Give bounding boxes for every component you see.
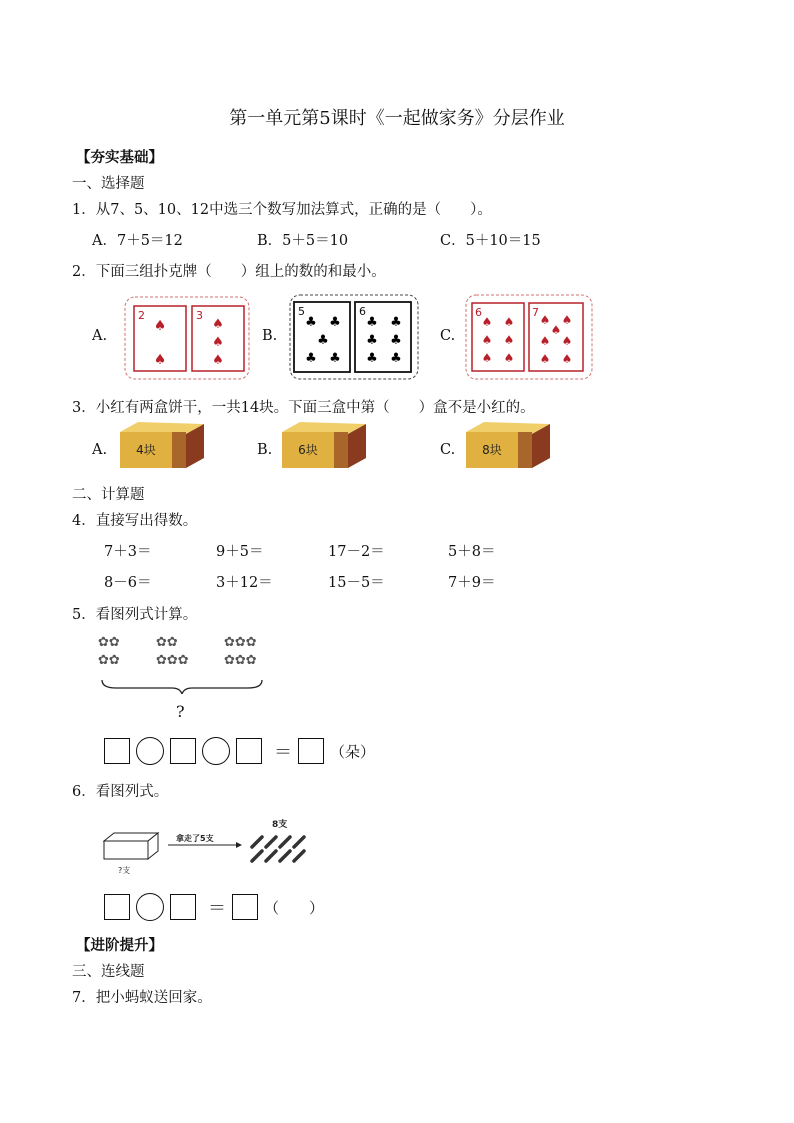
operator-circle[interactable]	[136, 893, 164, 921]
svg-text:♣: ♣	[390, 333, 402, 348]
svg-text:✿✿✿: ✿✿✿	[224, 635, 257, 650]
q3-label-a[interactable]: A.	[92, 442, 108, 458]
card-5-club	[294, 302, 350, 372]
svg-text:♠: ♠	[481, 351, 493, 365]
card-7-spade	[529, 303, 583, 371]
box-count: 4块	[136, 443, 156, 457]
q2-label-a[interactable]: A.	[92, 328, 108, 344]
q3-label-c[interactable]: C.	[440, 442, 456, 458]
card-group-a	[124, 296, 250, 380]
q1-option-c[interactable]: C．5＋10＝15	[440, 233, 541, 249]
operator-circle[interactable]	[136, 737, 164, 765]
q3-stem: 3．小红有两盒饼干，一共14块。下面三盒中第（ ）盒不是小红的。	[72, 400, 535, 416]
cookie-box-a	[116, 420, 206, 472]
answer-box[interactable]	[232, 894, 258, 920]
q5-question-mark: ?	[176, 702, 185, 721]
svg-text:♠: ♠	[561, 352, 573, 366]
svg-text:✿✿: ✿✿	[156, 635, 178, 650]
svg-text:♠: ♠	[153, 318, 167, 334]
q4-r2-2: 3＋12＝	[216, 575, 273, 591]
unit-label: （ ）	[264, 898, 325, 917]
q1-option-b[interactable]: B．5＋5＝10	[257, 233, 349, 249]
svg-text:♣: ♣	[305, 351, 317, 366]
svg-text:♣: ♣	[366, 333, 378, 348]
q1-stem: 1．从7、5、10、12中选三个数写加法算式，正确的是（ ）。	[72, 202, 492, 218]
answer-box[interactable]	[236, 738, 262, 764]
unknown-label: ?支	[118, 866, 131, 875]
q6-equation	[104, 893, 330, 921]
card-group-b	[289, 294, 419, 380]
svg-text:♠: ♠	[212, 317, 224, 332]
svg-text:♣: ♣	[317, 333, 329, 348]
total-label: 8支	[272, 820, 288, 830]
card-rank: 2	[138, 309, 145, 322]
svg-text:♠: ♠	[481, 315, 493, 329]
svg-text:♣: ♣	[329, 351, 341, 366]
page-title: 第一单元第5课时《一起做家务》分层作业	[229, 108, 565, 129]
q2-stem: 2．下面三组扑克牌（ ）组上的数的和最小。	[72, 264, 386, 280]
svg-text:✿✿: ✿✿	[98, 653, 120, 668]
svg-text:♣: ♣	[366, 351, 378, 366]
operator-circle[interactable]	[202, 737, 230, 765]
q5-stem: 5．看图列式计算。	[72, 607, 198, 623]
svg-text:♠: ♠	[212, 353, 224, 368]
taken-label: 拿走了5支	[176, 834, 214, 843]
svg-text:♣: ♣	[390, 351, 402, 366]
box-count: 8块	[482, 443, 502, 457]
answer-box[interactable]	[170, 738, 196, 764]
q7-stem: 7．把小蚂蚁送回家。	[72, 990, 212, 1006]
pencils-illustration	[100, 815, 330, 877]
unit-label: （朵）	[330, 742, 376, 761]
svg-text:♠: ♠	[503, 351, 515, 365]
svg-text:♠: ♠	[561, 334, 573, 348]
cookie-box-b	[278, 420, 368, 472]
q4-r1-3: 17－2＝	[328, 544, 385, 560]
card-3-spade	[192, 306, 244, 371]
svg-text:♠: ♠	[481, 333, 493, 347]
card-group-c	[465, 294, 593, 380]
svg-text:♠: ♠	[503, 333, 515, 347]
answer-box[interactable]	[170, 894, 196, 920]
svg-text:✿✿✿: ✿✿✿	[224, 653, 257, 668]
q4-r2-3: 15－5＝	[328, 575, 385, 591]
part-choice: 一、选择题	[72, 176, 145, 192]
q2-label-c[interactable]: C.	[440, 328, 456, 344]
svg-text:♣: ♣	[390, 315, 402, 330]
svg-text:♣: ♣	[329, 315, 341, 330]
q4-r1-2: 9＋5＝	[216, 544, 264, 560]
card-rank: 6	[475, 306, 482, 319]
svg-text:♣: ♣	[305, 315, 317, 330]
svg-text:♠: ♠	[503, 315, 515, 329]
equals-sign: ＝	[208, 898, 226, 919]
card-rank: 7	[532, 306, 539, 319]
q3-label-b[interactable]: B.	[257, 442, 273, 458]
card-rank: 3	[196, 309, 203, 322]
svg-text:♠: ♠	[539, 334, 551, 348]
box-count: 6块	[298, 443, 318, 457]
q1-option-a[interactable]: A．7＋5＝12	[92, 233, 183, 249]
q2-label-b[interactable]: B.	[262, 328, 278, 344]
svg-text:♠: ♠	[550, 323, 562, 337]
card-rank: 6	[359, 305, 366, 318]
answer-box[interactable]	[104, 738, 130, 764]
card-rank: 5	[298, 305, 305, 318]
answer-box[interactable]	[298, 738, 324, 764]
cookie-box-c	[462, 420, 552, 472]
q4-r2-1: 8－6＝	[104, 575, 152, 591]
svg-text:♣: ♣	[366, 315, 378, 330]
q4-r1-1: 7＋3＝	[104, 544, 152, 560]
q4-r1-4: 5＋8＝	[448, 544, 496, 560]
card-6-club	[355, 302, 411, 372]
svg-text:✿✿✿: ✿✿✿	[156, 653, 189, 668]
q4-stem: 4．直接写出得数。	[72, 513, 198, 529]
svg-text:♠: ♠	[539, 352, 551, 366]
q4-r2-4: 7＋9＝	[448, 575, 496, 591]
svg-text:♠: ♠	[212, 335, 224, 350]
svg-text:♠: ♠	[561, 313, 573, 327]
section-advanced: 【进阶提升】	[76, 937, 163, 954]
part-match: 三、连线题	[72, 964, 145, 980]
svg-text:✿✿: ✿✿	[98, 635, 120, 650]
q6-stem: 6．看图列式。	[72, 784, 169, 800]
svg-text:♠: ♠	[539, 313, 551, 327]
equals-sign: ＝	[274, 742, 292, 763]
flowers-illustration	[96, 630, 276, 694]
q5-equation	[104, 737, 381, 765]
card-2-spade	[134, 306, 186, 371]
answer-box[interactable]	[104, 894, 130, 920]
part-calc: 二、计算题	[72, 487, 145, 503]
section-basic: 【夯实基础】	[76, 149, 163, 166]
svg-text:♠: ♠	[153, 352, 167, 368]
card-6-spade	[472, 303, 524, 371]
